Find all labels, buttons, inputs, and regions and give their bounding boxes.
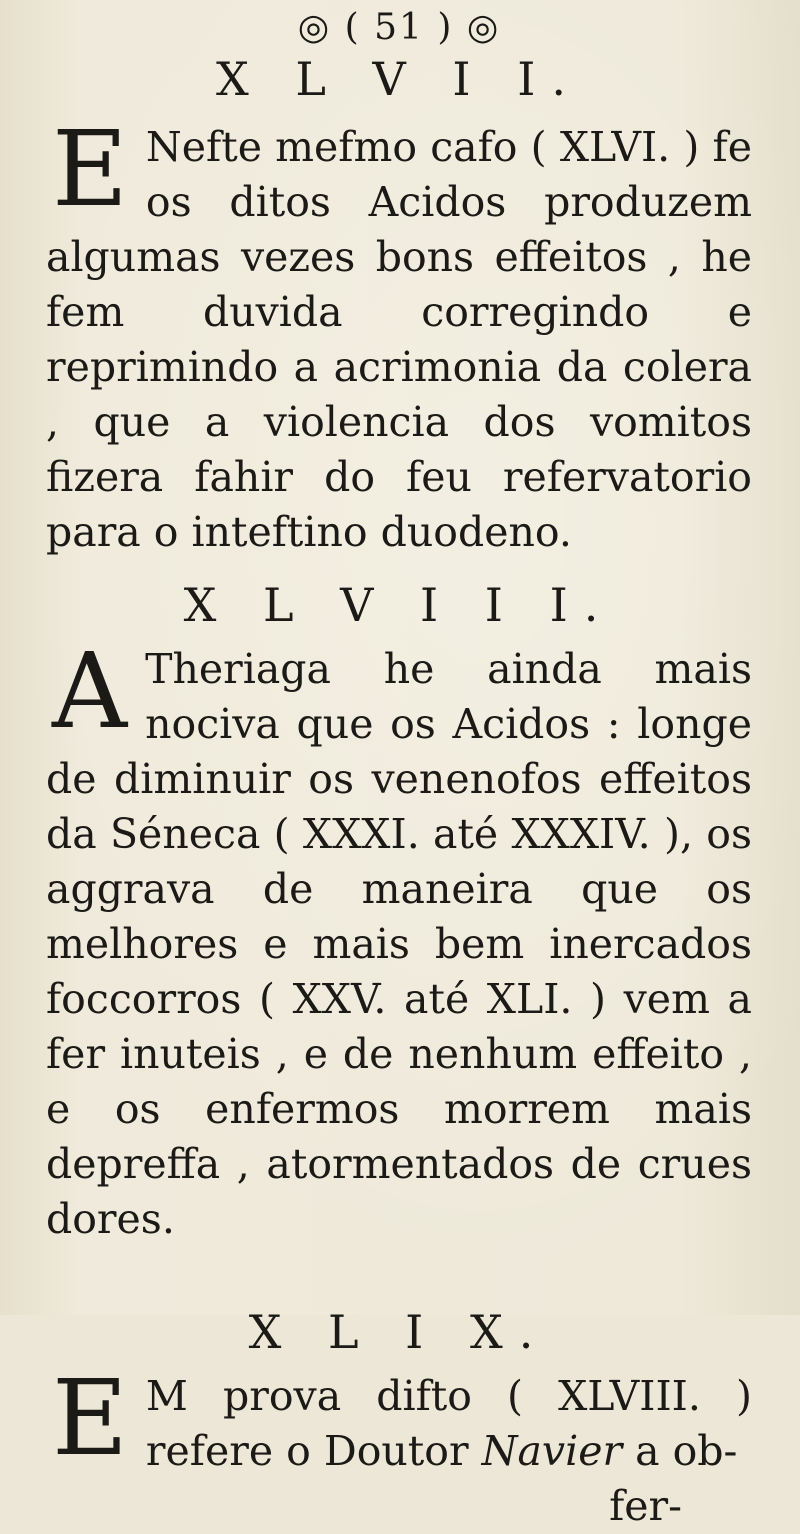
drop-cap: A [52, 630, 128, 752]
page-header: ◎ ( 51 ) ◎ [297, 7, 501, 48]
section-number: X L I X. [248, 1305, 550, 1359]
section-number: X L V I I. [216, 52, 582, 106]
drop-cap: E [52, 108, 128, 230]
paragraph [46, 1357, 752, 1479]
paragraph-text: M prova difto ( XLVIII. ) refere o Doutor [145, 1372, 752, 1475]
section-number: X L V I I I. [183, 578, 615, 632]
drop-cap: E [52, 1357, 128, 1479]
paragraph-text: Theriaga he ainda mais nociva que os Acidos : longe de diminuir os venenofos effeitos da Séneca ( XXXI. até XXXIV. ), os aggrava de maneira que os melhores e mais bem inercados foccorros ( XXV. até XLI. ) vem a fer inuteis , e de nenhum effeito , e os enfermos morrem mais depreffa , atormentados de crues dores. [46, 645, 752, 1243]
catchword: fer- [609, 1482, 682, 1530]
paragraph-text: a ob- [622, 1427, 738, 1475]
paragraph-text: Nefte mefmo cafo ( XLVI. ) fe os ditos Acidos produzem algumas vezes bons effeitos , he fem duvida corregindo e reprimindo a acrimonia da colera , que a violencia dos vomitos fizera fahir do feu refervatorio para o inteftino duodeno. [46, 123, 752, 556]
author-name: Navier [481, 1427, 623, 1475]
paragraph [46, 108, 752, 560]
paragraph [46, 630, 752, 1247]
